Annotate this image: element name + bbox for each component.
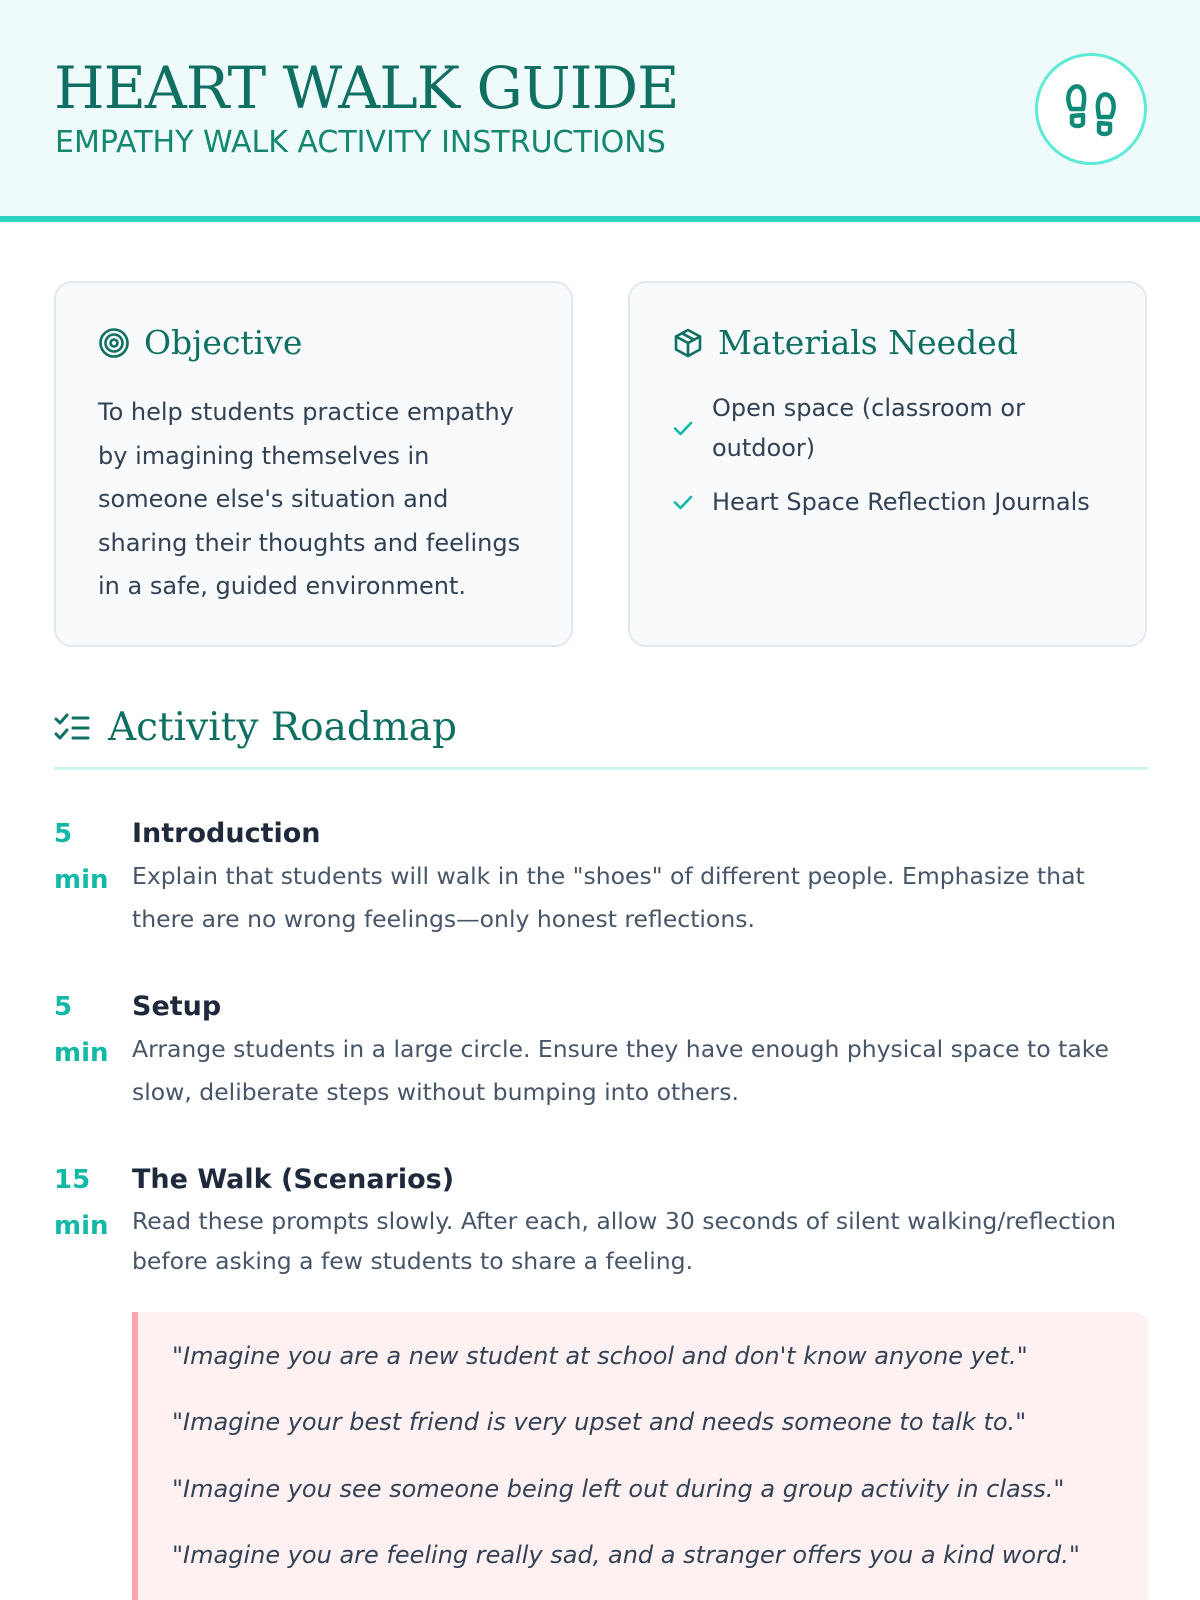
duration-unit: min (54, 1211, 109, 1241)
materials-heading (672, 323, 1018, 362)
list-item (672, 482, 1112, 522)
scenario-prompts (132, 1312, 1148, 1600)
package-icon (672, 327, 704, 359)
target-icon (98, 327, 130, 359)
roadmap-step (54, 984, 1148, 1124)
objective-card (54, 281, 573, 647)
step-duration (54, 984, 124, 1076)
page-subtitle: EMPATHY WALK ACTIVITY INSTRUCTIONS (55, 125, 666, 160)
page-title: HEART WALK GUIDE (54, 54, 679, 122)
step-duration (54, 811, 124, 903)
page-header (0, 0, 1200, 222)
checklist-icon (54, 710, 90, 746)
duration-value: 15 (54, 1165, 91, 1195)
step-name: The Walk (Scenarios) (132, 1164, 455, 1195)
step-name: Introduction (132, 818, 321, 849)
logo-badge (1035, 53, 1147, 165)
check-icon (672, 491, 712, 513)
step-description: Explain that students will walk in the "shoes" of different people. Emphasize that there are no wrong feelings—only honest reflections. (132, 862, 1085, 933)
check-icon (672, 417, 712, 439)
roadmap-step (54, 1157, 1148, 1297)
step-name: Setup (132, 991, 222, 1022)
step-description: Read these prompts slowly. After each, allow 30 seconds of silent walking/reflection before asking a few students to share a feeling. (132, 1207, 1117, 1275)
materials-list (672, 388, 1112, 536)
scenario-prompt: "Imagine you see someone being left out during a group activity in class." (172, 1475, 1065, 1503)
materials-card (628, 281, 1147, 647)
objective-heading (98, 323, 302, 362)
objective-text: To help students practice empathy by imagining themselves in someone else's situation and sharing their thoughts and feelings in a safe, guided environment. (98, 398, 521, 600)
duration-value: 5 (54, 819, 73, 849)
scenario-prompt: "Imagine you are a new student at school and don't know anyone yet." (172, 1342, 1028, 1370)
material-label: Heart Space Reflection Journals (712, 488, 1090, 516)
roadmap-title: Activity Roadmap (108, 705, 458, 750)
duration-value: 5 (54, 992, 73, 1022)
step-description: Arrange students in a large circle. Ensure they have enough physical space to take slow, deliberate steps without bumping into others. (132, 1035, 1109, 1106)
roadmap-step (54, 811, 1148, 951)
objective-title: Objective (144, 323, 303, 362)
list-item (672, 388, 1112, 468)
scenario-prompt: "Imagine you are feeling really sad, and a stranger offers you a kind word." (172, 1541, 1080, 1569)
duration-unit: min (54, 865, 109, 895)
footprints-icon (1061, 79, 1121, 139)
material-label: Open space (classroom or outdoor) (712, 394, 1025, 462)
duration-unit: min (54, 1038, 109, 1068)
step-duration (54, 1157, 124, 1249)
scenario-prompt: "Imagine your best friend is very upset and needs someone to talk to." (172, 1408, 1027, 1436)
materials-title: Materials Needed (718, 323, 1018, 362)
roadmap-heading (54, 700, 1148, 770)
